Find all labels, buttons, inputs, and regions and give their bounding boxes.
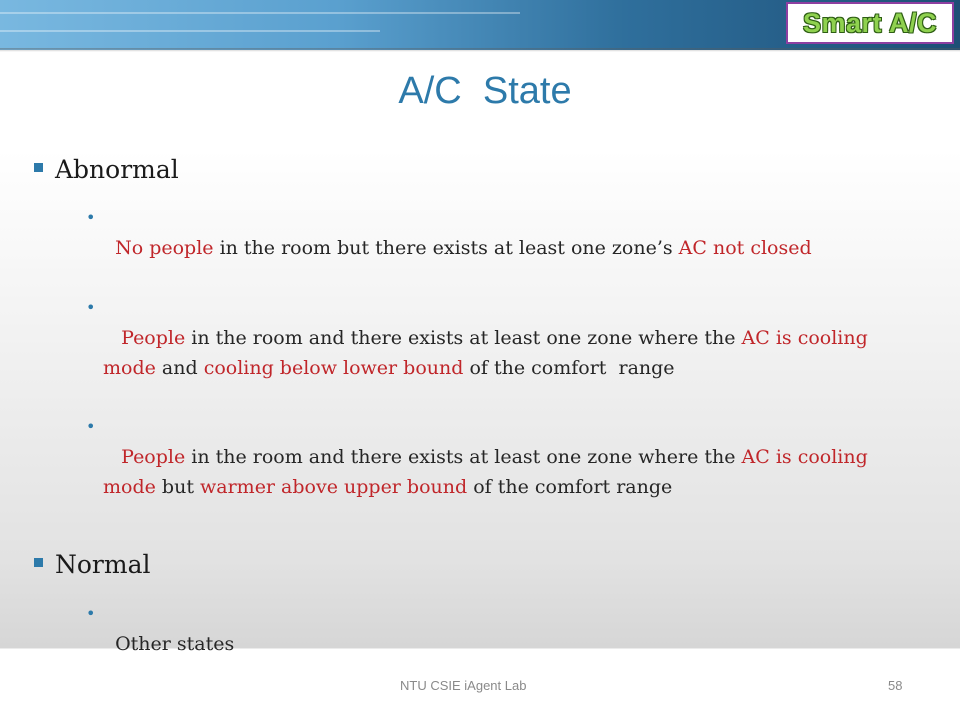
header-streak — [0, 12, 520, 14]
section-heading-label: Abnormal — [55, 155, 179, 184]
list-item — [86, 412, 923, 502]
bullet-icon: • — [86, 604, 96, 623]
body-text: of the comfort range — [467, 476, 673, 498]
header-shadow — [0, 48, 960, 52]
emphasis-text: AC is cooling mode — [103, 327, 874, 379]
square-bullet-icon — [34, 163, 43, 172]
section-heading-abnormal — [34, 155, 179, 184]
section-heading-normal — [34, 550, 150, 579]
body-text: of the comfort range — [463, 357, 675, 379]
smart-ac-badge — [786, 2, 954, 44]
body-text: in the room and there exists at least one zone where the — [185, 327, 742, 349]
bullet-icon: • — [86, 417, 96, 436]
badge-label: Smart A/C — [802, 7, 938, 38]
emphasis-text: AC not closed — [678, 237, 812, 259]
body-text: in the room and there exists at least one zone where the — [185, 446, 742, 468]
square-bullet-icon — [34, 558, 43, 567]
body-text: in the room but there exists at least one zone’s — [213, 237, 679, 259]
list-item — [86, 293, 923, 383]
body-text: Other states — [115, 633, 235, 655]
slide-title: A/C State — [398, 70, 572, 112]
section-heading-label: Normal — [55, 550, 151, 579]
emphasis-text: AC is cooling mode — [103, 446, 874, 498]
bullet-icon: • — [86, 298, 96, 317]
emphasis-text: People — [115, 446, 186, 468]
emphasis-text: warmer above upper bound — [200, 476, 468, 498]
header-streak — [0, 30, 380, 32]
page-number: 58 — [888, 678, 903, 693]
emphasis-text: No people — [115, 237, 214, 259]
footer-label: NTU CSIE iAgent Lab — [400, 678, 527, 693]
list-item — [86, 203, 923, 263]
body-text: and — [155, 357, 204, 379]
bullet-icon: • — [86, 208, 96, 227]
emphasis-text: cooling below lower bound — [203, 357, 464, 379]
list-item — [86, 599, 923, 659]
emphasis-text: People — [115, 327, 186, 349]
body-text: but — [155, 476, 200, 498]
